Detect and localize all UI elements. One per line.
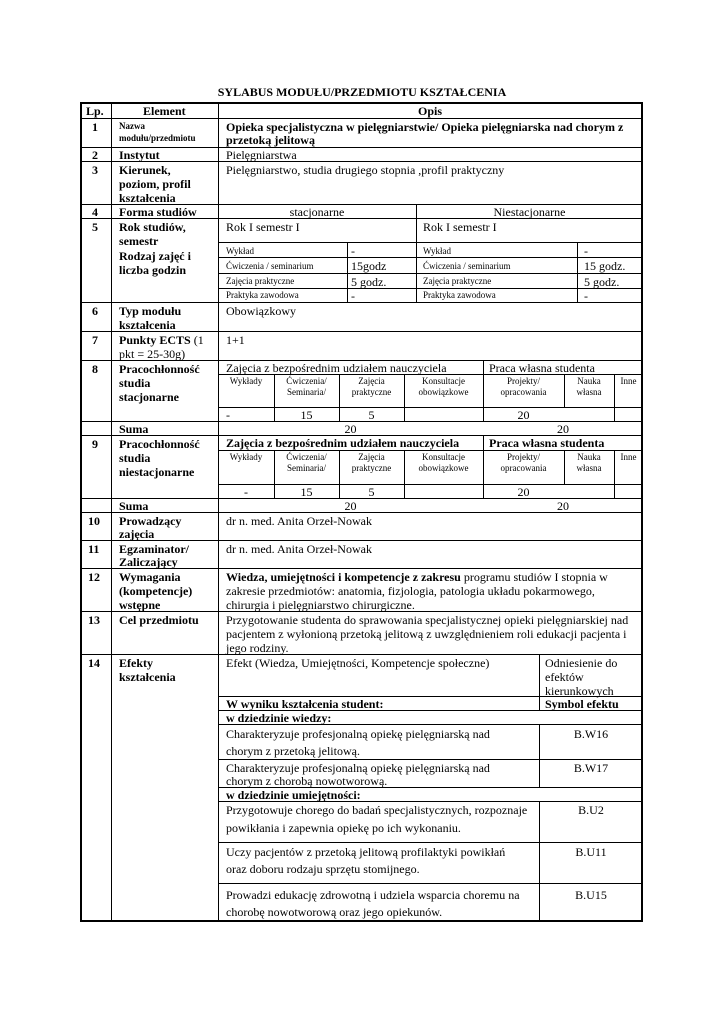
form-stacjonarne: stacjonarne [289,205,345,219]
col-konsultacje: Konsultacje [422,452,465,462]
value-zajecia: 5 [368,485,375,499]
ects-value: 1+1 [226,333,245,347]
class-kind: Wykład [226,246,254,256]
reference-header: kierunkowych [545,684,614,698]
col-projekty: Projekty/ [507,376,540,386]
row3-label: kształcenia [119,191,176,205]
value-cwiczenia: 15 [300,408,313,422]
course-goal: Przygotowanie studenta do sprawowania specjalistycznej opieki pielęgniarskiej nad [226,613,629,627]
row14-lp: 14 [88,656,100,670]
examiner-value: dr n. med. Anita Orzeł-Nowak [226,542,372,556]
row13-lp: 13 [88,613,100,627]
hours-niestacjonarne: 15 godz. [584,259,626,273]
sum-teacher: 20 [344,499,357,513]
row1-label: Nazwa [119,121,145,131]
row8-label: stacjonarne [119,390,179,404]
row3-lp: 3 [92,163,98,177]
col-konsultacje: Konsultacje [422,376,465,386]
row14-label: kształcenia [119,670,176,684]
sum-self: 20 [557,499,569,513]
row4-label: Forma studiów [119,205,197,219]
col-nauka: Nauka [577,452,601,462]
class-type-label: Rodzaj zajęć i [119,249,191,263]
form-niestacjonarne: Niestacjonarne [493,205,566,219]
col-inne: Inne [620,376,637,386]
requirements-bold: Wiedza, umiejętności i kompetencje z zakresu [226,570,461,584]
col-konsultacje: obowiązkowe [418,463,469,473]
row3-label: poziom, profil [119,177,191,191]
header-opis: Opis [418,104,443,118]
requirements-value [226,570,608,584]
workload-group-self: Praca własna studenta [489,436,605,450]
col-nauka: własna [576,387,602,397]
institute-value: Pielęgniarstwa [226,148,297,162]
workload-group-teacher: Zajęcia z bezpośrednim udziałem nauczyciela [226,361,447,375]
class-kind: Wykład [423,246,451,256]
class-kind: Praktyka zawodowa [226,290,299,300]
col-nauka: własna [576,463,602,473]
value-wyklady: - [244,485,248,499]
row6-label: kształcenia [119,318,176,332]
outcome-text: oraz doboru rodzaju sprzętu stomijnego. [226,862,420,876]
row7-label-bold: Punkty ECTS [119,333,191,347]
effects-header: Efekt (Wiedza, Umiejętności, Kompetencje społeczne) [226,656,490,670]
hours-niestacjonarne: 5 godz. [584,275,620,289]
course-goal: jego rodziny. [226,641,289,655]
row8-label: Pracochłonność [119,362,200,376]
row13-label: Cel przedmiotu [119,613,199,627]
row2-label: Instytut [119,148,160,162]
row8-lp: 8 [92,362,98,376]
value-wyklady: - [226,408,230,422]
row9-label: niestacjonarne [119,465,195,479]
outcome-text: powikłania i zapewnia opiekę po ich wykonaniu. [226,821,461,835]
col-konsultacje: obowiązkowe [418,387,469,397]
row3-label: Kierunek, [119,163,171,177]
outcome-symbol: B.U11 [575,845,607,859]
sum-self: 20 [557,422,569,436]
outcome-text: Przygotowuje chorego do badań specjalistycznych, rozpoznaje [226,803,528,817]
row14-label: Efekty [119,656,153,670]
row7-lp: 7 [92,333,98,347]
row10-label: zajęcia [119,527,155,541]
col-cwiczenia: Seminaria/ [287,387,326,397]
symbol-header: Symbol efektu [545,697,619,711]
outcome-symbol: B.W17 [573,761,609,775]
year-niestacjonarne: Rok I semestr I [423,220,497,234]
col-zajecia: praktyczne [351,463,392,473]
col-zajecia: Zajęcia [358,376,385,386]
value-projekty: 20 [517,408,530,422]
outcome-text: chorobę nowotworową oraz jego opiekunów. [226,905,443,919]
row4-lp: 4 [92,205,98,219]
class-kind: Ćwiczenia / seminarium [226,261,314,271]
row7-label: pkt = 25-30g) [119,347,186,361]
row9-label: Pracochłonność [119,437,200,451]
col-projekty: Projekty/ [507,452,540,462]
course-name: przetoką jelitową [226,133,315,147]
col-cwiczenia: Ćwiczenia/ [286,452,327,462]
outcomes-intro: W wyniku kształcenia student: [226,697,384,711]
hours-stacjonarne: - [351,289,355,303]
outcome-text: chorym z przetoką jelitową. [226,744,360,758]
col-nauka: Nauka [577,376,601,386]
workload-group-teacher: Zajęcia z bezpośrednim udziałem nauczyciela [226,436,460,450]
row6-lp: 6 [92,304,98,318]
row6-label: Typ modułu [119,304,182,318]
col-zajecia: praktyczne [351,387,392,397]
section-skills: w dziedzinie umiejętności: [226,788,361,802]
row5-label: semestr [119,234,159,248]
value-cwiczenia: 15 [300,485,313,499]
row5-label: Rok studiów, [119,220,186,234]
hours-stacjonarne: 5 godz. [351,275,387,289]
reference-header: Odniesienie do [545,656,618,670]
outcome-text: chorym z chorobą nowotworową. [226,774,388,788]
outcome-text: Charakteryzuje profesjonalną opiekę pielęgniarską nad [226,761,490,775]
row11-label: Egzaminator/ [119,542,189,556]
col-cwiczenia: Ćwiczenia/ [286,376,327,386]
section-knowledge: w dziedzinie wiedzy: [226,711,332,725]
outcome-text: Prowadzi edukację zdrowotną i udziela wsparcia choremu na [226,888,520,902]
col-cwiczenia: Seminaria/ [287,463,326,473]
row1-lp: 1 [92,120,98,134]
row12-label: (kompetencje) [119,584,193,598]
col-projekty: opracowania [500,463,547,473]
outcome-text: Uczy pacjentów z przetoką jelitową profilaktyki powikłań [226,845,506,859]
row10-lp: 10 [88,514,100,528]
workload-group-self: Praca własna studenta [489,361,595,375]
row1-label: modułu/przedmiotu [119,133,196,143]
row12-lp: 12 [88,570,100,584]
col-zajecia: Zajęcia [358,452,385,462]
sum-label: Suma [119,499,149,513]
row11-label: Zaliczający [119,555,178,569]
field-of-study-value: Pielęgniarstwo, studia drugiego stopnia ,profil praktyczny [226,163,505,177]
hours-stacjonarne: 15godz [351,259,387,273]
row11-lp: 11 [88,542,100,556]
lecturer-value: dr n. med. Anita Orzeł-Nowak [226,514,372,528]
course-name: Opieka specjalistyczna w pielęgniarstwie/ Opieka pielęgniarska nad chorym z [226,120,624,134]
row12-label: Wymagania [119,570,181,584]
hours-stacjonarne: - [351,244,355,258]
header-element: Element [143,104,186,118]
row9-lp: 9 [92,437,98,451]
col-projekty: opracowania [500,387,547,397]
row9-label: studia [119,451,151,465]
hours-niestacjonarne: - [584,244,588,258]
year-stacjonarne: Rok I semestr I [226,220,300,234]
outcome-symbol: B.U2 [578,803,604,817]
row10-label: Prowadzący [119,514,182,528]
row8-label: studia [119,376,151,390]
course-goal: pacjentem z wyłonioną przetoką jelitową z uwzględnieniem roli edukacji pacjenta i [226,627,627,641]
row5-lp: 5 [92,220,98,234]
col-inne: Inne [620,452,637,462]
requirements-value: zakresie przedmiotów: anatomia, fizjologia, patologia układu pokarmowego, [226,584,595,598]
outcome-symbol: B.U15 [575,888,607,902]
class-kind: Zajęcia praktyczne [226,276,295,286]
col-wyklady: Wykłady [229,376,263,386]
row7-label-plain: (1 [193,333,204,347]
sum-label: Suma [119,422,149,436]
class-kind: Zajęcia praktyczne [423,276,492,286]
reference-header: efektów [545,670,584,684]
class-kind: Praktyka zawodowa [423,290,496,300]
value-projekty: 20 [517,485,530,499]
header-lp: Lp. [86,104,104,118]
document-title: SYLABUS MODUŁU/PRZEDMIOTU KSZTAŁCENIA [217,85,507,99]
col-wyklady: Wykłady [229,452,263,462]
class-type-label: liczba godzin [119,263,187,277]
row7-label [119,333,204,347]
value-zajecia: 5 [368,408,375,422]
outcome-symbol: B.W16 [573,727,609,741]
row2-lp: 2 [92,148,98,162]
sum-teacher: 20 [344,422,357,436]
class-kind: Ćwiczenia / seminarium [423,261,511,271]
requirements-text: programu studiów I stopnia w [460,570,608,584]
row12-label: wstępne [119,598,161,612]
requirements-value: chirurgia i pielęgniarstwo chirurgiczne. [226,598,415,612]
outcome-text: Charakteryzuje profesjonalną opiekę pielęgniarską nad [226,727,490,741]
module-type-value: Obowiązkowy [226,304,296,318]
hours-niestacjonarne: - [584,289,588,303]
